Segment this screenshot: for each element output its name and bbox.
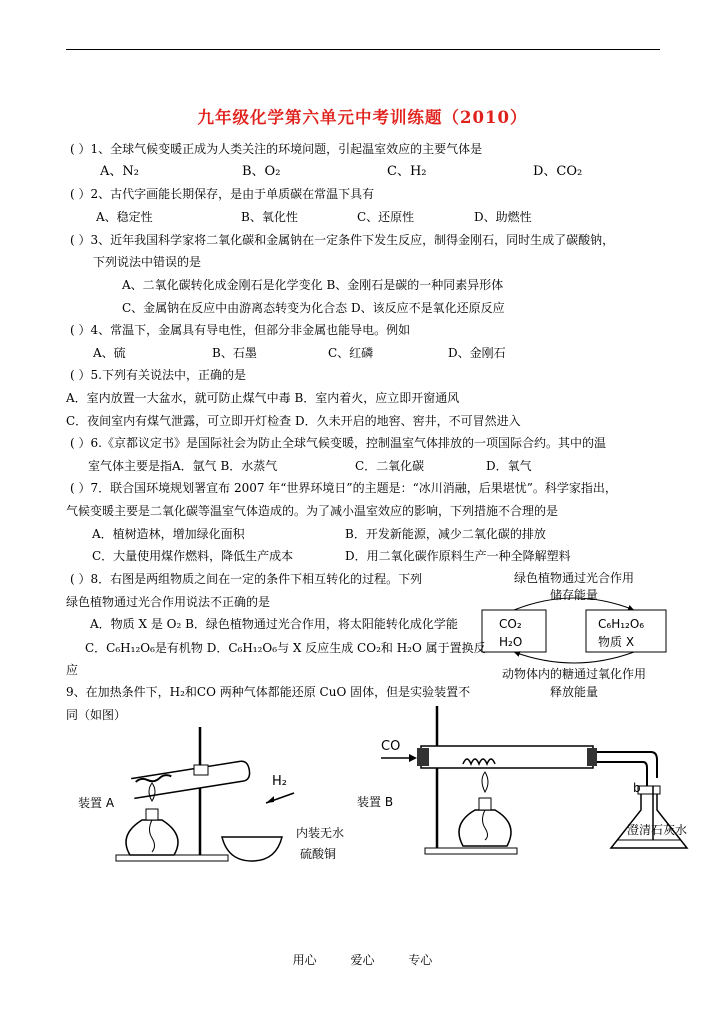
label-b: b (633, 781, 641, 795)
q4-option-a: A、硫 (93, 346, 126, 360)
q2-option-c: C、还原性 (357, 210, 415, 224)
q1-option-a: A、N₂ (100, 164, 139, 179)
q6-option-d: D．氧气 (486, 459, 532, 473)
q8-bottom-label-1: 动物体内的糖通过氧化作用 (501, 667, 647, 681)
q3-stem-cont: 下列说法中错误的是 (93, 255, 202, 269)
q4-stem: ( ）4、常温下，金属具有导电性，但部分非金属也能导电。例如 (70, 323, 411, 337)
q2-option-b: B、氧化性 (241, 210, 298, 224)
stand-base-a (116, 855, 228, 861)
q9-apparatus-a (70, 725, 360, 875)
q1-option-d: D、CO₂ (533, 164, 583, 179)
q4-option-b: B、石墨 (212, 346, 257, 360)
q8-stem-cont: 绿色植物通过光合作用说法不正确的是 (66, 595, 271, 609)
page-title: 九年级化学第六单元中考训练题（2010） (197, 108, 528, 127)
q8-stem: ( ）8．右图是两组物质之间在一定的条件下相互转化的过程。下列 (70, 572, 423, 586)
apparatus-b-label: 装置 B (357, 795, 394, 809)
stopper-left (417, 748, 429, 766)
q5-stem: ( ）5.下列有关说法中，正确的是 (70, 368, 246, 382)
stand-base-b (425, 848, 517, 854)
clamp-a (194, 765, 208, 775)
q1-option-c: C、H₂ (387, 164, 427, 179)
q2-stem: ( ）2、古代字画能长期保存，是由于单质碳在常温下具有 (70, 187, 375, 201)
q5-options-ab: A．室内放置一大盆水，就可防止煤气中毒 B．室内着火，应立即开窗通风 (66, 391, 460, 405)
lime-water-label: 澄清石灰水 (627, 823, 688, 837)
flame-b (482, 772, 488, 792)
header-rule (66, 49, 660, 50)
q1-option-b: B、O₂ (242, 164, 281, 179)
stopper-right (587, 748, 597, 766)
q7-option-d: D．用二氧化碳作原料生产一种全降解塑料 (345, 549, 571, 563)
q6-option-c: C．二氧化碳 (355, 459, 425, 473)
apparatus-a-label: 装置 A (78, 796, 115, 810)
q8-top-label-1: 绿色植物通过光合作用 (513, 571, 635, 585)
q3-stem: ( ）3、近年我国科学家将二氧化碳和金属钠在一定条件下发生反应，制得金刚石，同时生成了碳酸钠， (70, 233, 615, 247)
dish-label-2: 硫酸铜 (300, 847, 337, 861)
q2-option-d: D、助燃性 (474, 210, 532, 224)
q7-option-b: B．开发新能源，减少二氧化碳的排放 (345, 527, 546, 541)
q7-stem-cont: 气候变暖主要是二氧化碳等温室气体造成的。为了减小温室效应的影响，下列措施不合理的是 (66, 504, 559, 518)
q2-option-a: A、稳定性 (96, 210, 153, 224)
q4-option-c: C、红磷 (328, 346, 374, 360)
page-footer: 用心 爱心 专心 (292, 953, 433, 967)
q6-stem-cont: 室气体主要是指A．氩气 B．水蒸气 (88, 459, 278, 473)
dish-label-1: 内装无水 (296, 826, 345, 840)
q8-right-box-line2: 物质 X (598, 635, 635, 649)
q9-stem-cont: 同（如图） (66, 708, 127, 722)
q8-options-cd-cont: 应 (66, 663, 79, 677)
q8-cycle-diagram (474, 566, 684, 702)
q8-options-cd: C．C₆H₁₂O₆是有机物 D．C₆H₁₂O₆与 X 反应生成 CO₂和 H₂O 属于置换反 (85, 641, 486, 655)
q8-options-ab: A．物质 X 是 O₂ B．绿色植物通过光合作用，将太阳能转化成化学能 (90, 617, 458, 631)
h2-label: H₂ (272, 774, 287, 789)
q8-bottom-label-2: 释放能量 (549, 685, 599, 699)
q1-stem: ( ）1、全球气候变暖正成为人类关注的环境问题，引起温室效应的主要气体是 (70, 142, 483, 156)
q4-option-d: D、金刚石 (448, 346, 506, 360)
evaporating-dish (222, 837, 282, 861)
q8-right-box-line1: C₆H₁₂O₆ (598, 617, 645, 631)
q8-left-box-line1: CO₂ (499, 617, 522, 631)
q5-options-cd: C．夜间室内有煤气泄露，可立即开灯检查 D．久未开启的地窖、窖井，不可冒然进入 (66, 414, 521, 428)
q7-option-a: A．植树造林，增加绿化面积 (92, 527, 245, 541)
q7-option-c: C．大量使用煤作燃料，降低生产成本 (92, 549, 294, 563)
q7-stem: ( ）7．联合国环境规划署宣布 2007 年“世界环境日”的主题是：“冰川消融，后果堪忧”。科学家指出， (70, 481, 617, 495)
q9-stem: 9、在加热条件下，H₂和CO 两种气体都能还原 CuO 固体，但是实验装置不 (66, 685, 471, 699)
q3-options-cd: C、金属钠在反应中由游离态转变为化合态 D、该反应不是氧化还原反应 (122, 301, 505, 315)
co-label: CO (381, 739, 401, 754)
hard-glass-tube (421, 746, 593, 768)
q8-top-label-2: 储存能量 (549, 588, 599, 602)
q9-apparatus-b (355, 700, 715, 860)
q3-options-ab: A、二氧化碳转化成金刚石是化学变化 B、金刚石是碳的一种同素异形体 (122, 278, 504, 292)
q6-stem: ( ）6.《京都议定书》是国际社会为防止全球气候变暖，控制温室气体排放的一项国际合约。其中的温 (70, 436, 606, 450)
q8-left-box-line2: H₂O (499, 635, 523, 649)
q8-bottom-arrow (514, 652, 634, 663)
